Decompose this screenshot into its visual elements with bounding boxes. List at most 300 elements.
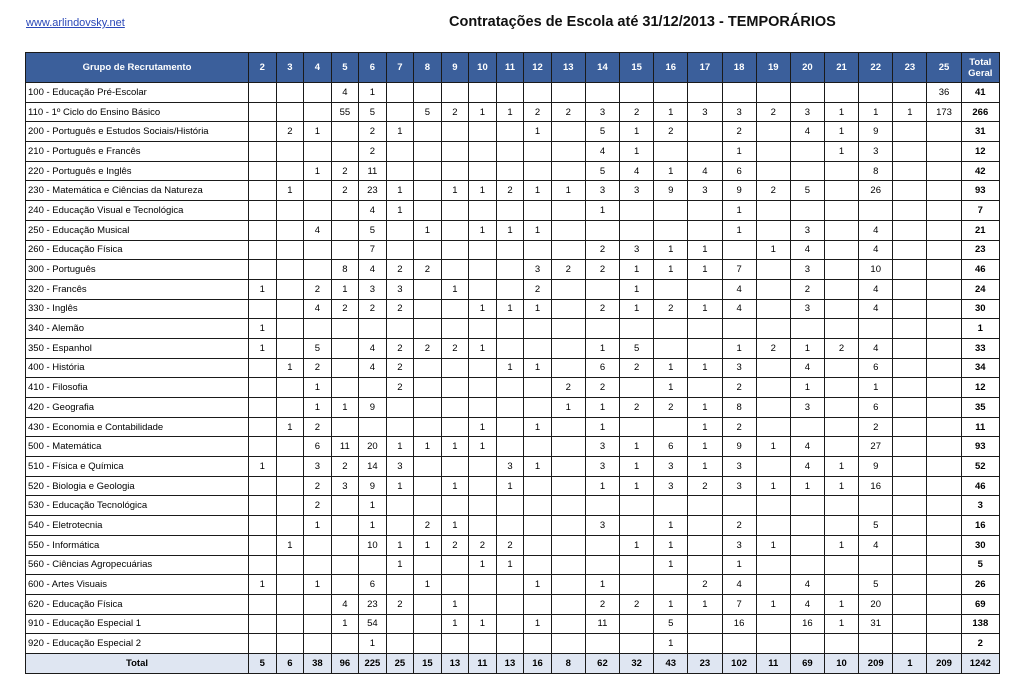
value-cell	[790, 319, 824, 339]
row-total-cell: 30	[961, 535, 999, 555]
value-cell: 54	[359, 614, 387, 634]
value-cell: 4	[722, 279, 756, 299]
value-cell	[276, 161, 304, 181]
value-cell: 8	[722, 398, 756, 418]
value-cell	[790, 161, 824, 181]
value-cell: 4	[790, 122, 824, 142]
value-cell: 2	[359, 299, 387, 319]
value-cell: 6	[585, 358, 619, 378]
value-cell: 2	[304, 358, 332, 378]
value-cell: 2	[359, 142, 387, 162]
value-cell: 1	[441, 437, 469, 457]
value-cell	[688, 614, 722, 634]
value-cell: 2	[756, 338, 790, 358]
value-cell	[756, 122, 790, 142]
value-cell	[551, 220, 585, 240]
value-cell	[441, 378, 469, 398]
value-cell: 1	[441, 279, 469, 299]
column-header-3: 3	[276, 53, 304, 83]
value-cell	[276, 516, 304, 536]
table-row	[26, 516, 1000, 536]
value-cell	[249, 476, 277, 496]
value-cell	[756, 220, 790, 240]
value-cell: 1	[654, 516, 688, 536]
value-cell: 2	[441, 338, 469, 358]
value-cell: 20	[359, 437, 387, 457]
row-total-cell: 69	[961, 594, 999, 614]
value-cell	[276, 476, 304, 496]
value-cell	[414, 201, 442, 221]
value-cell	[386, 417, 414, 437]
value-cell: 2	[414, 338, 442, 358]
value-cell	[756, 260, 790, 280]
value-cell: 5	[859, 575, 893, 595]
value-cell: 1	[654, 634, 688, 654]
value-cell	[585, 634, 619, 654]
value-cell	[620, 417, 654, 437]
value-cell	[551, 83, 585, 103]
value-cell	[414, 83, 442, 103]
value-cell: 1	[620, 142, 654, 162]
value-cell: 2	[688, 575, 722, 595]
value-cell	[688, 338, 722, 358]
table-row	[26, 122, 1000, 142]
value-cell	[441, 240, 469, 260]
value-cell	[386, 319, 414, 339]
value-cell	[524, 555, 552, 575]
column-total-cell: 6	[276, 653, 304, 673]
value-cell	[496, 122, 524, 142]
value-cell: 1	[722, 142, 756, 162]
value-cell: 2	[441, 102, 469, 122]
column-total-cell: 11	[469, 653, 497, 673]
value-cell: 3	[790, 299, 824, 319]
value-cell	[756, 634, 790, 654]
value-cell: 1	[824, 142, 858, 162]
recruitment-table	[25, 52, 1000, 674]
value-cell: 2	[551, 378, 585, 398]
value-cell	[824, 634, 858, 654]
value-cell: 1	[620, 279, 654, 299]
value-cell: 1	[859, 378, 893, 398]
column-header-6: 6	[359, 53, 387, 83]
value-cell	[893, 220, 927, 240]
value-cell	[331, 358, 359, 378]
column-total-cell: 209	[927, 653, 961, 673]
value-cell	[496, 319, 524, 339]
value-cell: 4	[859, 220, 893, 240]
value-cell	[496, 398, 524, 418]
value-cell	[496, 83, 524, 103]
value-cell: 1	[276, 181, 304, 201]
value-cell	[893, 378, 927, 398]
value-cell: 2	[585, 299, 619, 319]
value-cell	[249, 161, 277, 181]
column-total-cell: 16	[524, 653, 552, 673]
value-cell	[893, 516, 927, 536]
value-cell: 1	[688, 594, 722, 614]
column-header-11: 11	[496, 53, 524, 83]
value-cell: 5	[304, 338, 332, 358]
value-cell: 9	[722, 181, 756, 201]
value-cell: 5	[359, 220, 387, 240]
value-cell	[331, 555, 359, 575]
total-header-line2: Geral	[968, 67, 993, 79]
value-cell: 1	[469, 299, 497, 319]
value-cell: 1	[304, 161, 332, 181]
value-cell	[893, 358, 927, 378]
table-row	[26, 299, 1000, 319]
value-cell: 5	[790, 181, 824, 201]
value-cell	[331, 338, 359, 358]
value-cell	[551, 457, 585, 477]
value-cell	[441, 83, 469, 103]
value-cell: 5	[585, 161, 619, 181]
value-cell: 1	[386, 201, 414, 221]
value-cell: 1	[469, 614, 497, 634]
value-cell: 2	[551, 260, 585, 280]
total-row-label: Total	[26, 653, 249, 673]
value-cell	[893, 398, 927, 418]
value-cell	[551, 437, 585, 457]
value-cell	[249, 201, 277, 221]
value-cell: 1	[496, 299, 524, 319]
value-cell: 2	[359, 122, 387, 142]
value-cell: 1	[585, 575, 619, 595]
value-cell: 4	[331, 83, 359, 103]
table-row	[26, 161, 1000, 181]
group-cell: 240 - Educação Visual e Tecnológica	[26, 201, 249, 221]
value-cell	[824, 260, 858, 280]
value-cell	[722, 634, 756, 654]
value-cell	[824, 437, 858, 457]
group-cell: 220 - Português e Inglês	[26, 161, 249, 181]
value-cell	[414, 594, 442, 614]
value-cell	[688, 516, 722, 536]
value-cell: 1	[249, 338, 277, 358]
value-cell	[551, 240, 585, 260]
value-cell	[414, 161, 442, 181]
value-cell	[386, 575, 414, 595]
value-cell: 1	[304, 122, 332, 142]
value-cell	[551, 279, 585, 299]
value-cell: 1	[496, 102, 524, 122]
value-cell	[386, 220, 414, 240]
value-cell	[756, 299, 790, 319]
value-cell	[927, 142, 961, 162]
table-row	[26, 575, 1000, 595]
group-column-header: Grupo de Recrutamento	[26, 53, 249, 83]
value-cell	[585, 535, 619, 555]
value-cell	[469, 516, 497, 536]
value-cell	[441, 201, 469, 221]
value-cell	[249, 378, 277, 398]
site-link[interactable]: www.arlindovsky.net	[26, 17, 125, 29]
value-cell: 2	[304, 476, 332, 496]
value-cell	[469, 398, 497, 418]
value-cell: 2	[585, 594, 619, 614]
value-cell	[331, 496, 359, 516]
value-cell	[249, 555, 277, 575]
value-cell	[824, 279, 858, 299]
value-cell: 9	[359, 476, 387, 496]
column-header-19: 19	[756, 53, 790, 83]
value-cell: 1	[756, 476, 790, 496]
value-cell	[893, 457, 927, 477]
value-cell: 55	[331, 102, 359, 122]
group-cell: 340 - Alemão	[26, 319, 249, 339]
value-cell: 3	[620, 181, 654, 201]
value-cell: 1	[585, 398, 619, 418]
value-cell: 27	[859, 437, 893, 457]
value-cell	[893, 181, 927, 201]
value-cell: 4	[722, 575, 756, 595]
value-cell	[927, 279, 961, 299]
value-cell	[654, 417, 688, 437]
value-cell	[249, 417, 277, 437]
value-cell: 3	[585, 102, 619, 122]
value-cell	[756, 201, 790, 221]
value-cell: 1	[790, 338, 824, 358]
value-cell	[469, 634, 497, 654]
value-cell: 2	[620, 594, 654, 614]
value-cell: 1	[496, 476, 524, 496]
value-cell	[620, 220, 654, 240]
value-cell: 1	[620, 299, 654, 319]
value-cell	[469, 83, 497, 103]
value-cell	[927, 338, 961, 358]
value-cell: 2	[331, 457, 359, 477]
value-cell: 9	[359, 398, 387, 418]
value-cell: 1	[620, 122, 654, 142]
value-cell	[524, 516, 552, 536]
value-cell: 6	[859, 398, 893, 418]
value-cell	[331, 319, 359, 339]
value-cell: 1	[654, 594, 688, 614]
value-cell: 1	[441, 181, 469, 201]
value-cell	[620, 83, 654, 103]
value-cell	[524, 83, 552, 103]
value-cell	[620, 496, 654, 516]
value-cell	[620, 575, 654, 595]
value-cell	[331, 516, 359, 536]
table-footer	[26, 653, 1000, 673]
value-cell: 3	[859, 142, 893, 162]
group-cell: 200 - Português e Estudos Sociais/História	[26, 122, 249, 142]
value-cell	[585, 555, 619, 575]
value-cell: 7	[359, 240, 387, 260]
value-cell: 2	[524, 279, 552, 299]
value-cell	[824, 417, 858, 437]
value-cell	[331, 634, 359, 654]
value-cell: 1	[585, 338, 619, 358]
value-cell	[654, 575, 688, 595]
value-cell: 2	[331, 181, 359, 201]
value-cell: 1	[276, 535, 304, 555]
value-cell	[469, 240, 497, 260]
value-cell	[859, 555, 893, 575]
value-cell	[859, 634, 893, 654]
row-total-cell: 31	[961, 122, 999, 142]
value-cell	[469, 260, 497, 280]
value-cell	[304, 614, 332, 634]
column-header-7: 7	[386, 53, 414, 83]
value-cell: 1	[620, 260, 654, 280]
value-cell	[276, 83, 304, 103]
value-cell	[756, 614, 790, 634]
value-cell: 1	[790, 476, 824, 496]
value-cell: 3	[722, 457, 756, 477]
column-header-25: 25	[927, 53, 961, 83]
value-cell	[331, 201, 359, 221]
value-cell	[756, 496, 790, 516]
value-cell: 2	[496, 181, 524, 201]
value-cell	[893, 614, 927, 634]
row-total-cell: 23	[961, 240, 999, 260]
value-cell: 173	[927, 102, 961, 122]
value-cell: 1	[386, 122, 414, 142]
table-header	[26, 53, 1000, 83]
value-cell	[551, 319, 585, 339]
value-cell	[756, 279, 790, 299]
value-cell	[524, 240, 552, 260]
row-total-cell: 93	[961, 181, 999, 201]
value-cell	[790, 555, 824, 575]
group-cell: 210 - Português e Francês	[26, 142, 249, 162]
value-cell: 1	[496, 555, 524, 575]
value-cell	[249, 516, 277, 536]
table-row	[26, 417, 1000, 437]
value-cell	[441, 358, 469, 378]
value-cell: 11	[331, 437, 359, 457]
value-cell: 8	[331, 260, 359, 280]
value-cell	[756, 358, 790, 378]
column-header-20: 20	[790, 53, 824, 83]
value-cell: 1	[688, 417, 722, 437]
column-header-23: 23	[893, 53, 927, 83]
value-cell	[927, 358, 961, 378]
group-cell: 350 - Espanhol	[26, 338, 249, 358]
value-cell	[469, 319, 497, 339]
value-cell	[859, 83, 893, 103]
value-cell: 1	[441, 516, 469, 536]
value-cell	[859, 201, 893, 221]
row-total-cell: 11	[961, 417, 999, 437]
value-cell: 1	[620, 535, 654, 555]
value-cell: 3	[585, 437, 619, 457]
value-cell	[496, 614, 524, 634]
value-cell: 1	[524, 417, 552, 437]
value-cell	[620, 201, 654, 221]
column-header-21: 21	[824, 53, 858, 83]
value-cell: 10	[359, 535, 387, 555]
value-cell: 4	[790, 240, 824, 260]
value-cell	[276, 398, 304, 418]
value-cell	[414, 457, 442, 477]
value-cell	[824, 575, 858, 595]
value-cell: 3	[790, 260, 824, 280]
value-cell	[524, 535, 552, 555]
value-cell	[414, 496, 442, 516]
value-cell: 1	[331, 279, 359, 299]
value-cell: 1	[441, 594, 469, 614]
value-cell	[276, 279, 304, 299]
value-cell: 1	[654, 240, 688, 260]
value-cell	[276, 594, 304, 614]
value-cell	[441, 457, 469, 477]
column-total-cell: 1	[893, 653, 927, 673]
value-cell: 1	[756, 594, 790, 614]
table-row	[26, 476, 1000, 496]
value-cell	[824, 496, 858, 516]
value-cell	[414, 476, 442, 496]
row-total-cell: 24	[961, 279, 999, 299]
value-cell	[688, 634, 722, 654]
column-header-9: 9	[441, 53, 469, 83]
value-cell	[304, 555, 332, 575]
value-cell	[927, 476, 961, 496]
value-cell: 1	[585, 476, 619, 496]
value-cell: 2	[386, 358, 414, 378]
value-cell	[524, 476, 552, 496]
value-cell	[688, 122, 722, 142]
value-cell	[524, 398, 552, 418]
value-cell	[927, 535, 961, 555]
value-cell	[496, 575, 524, 595]
row-total-cell: 26	[961, 575, 999, 595]
value-cell	[249, 398, 277, 418]
value-cell: 3	[722, 358, 756, 378]
value-cell	[524, 594, 552, 614]
value-cell: 11	[359, 161, 387, 181]
value-cell	[790, 201, 824, 221]
value-cell	[927, 496, 961, 516]
value-cell: 3	[688, 102, 722, 122]
value-cell	[790, 634, 824, 654]
value-cell	[414, 240, 442, 260]
value-cell: 1	[654, 358, 688, 378]
value-cell: 5	[654, 614, 688, 634]
group-cell: 420 - Geografia	[26, 398, 249, 418]
value-cell	[585, 83, 619, 103]
value-cell	[386, 634, 414, 654]
row-total-cell: 12	[961, 378, 999, 398]
value-cell: 4	[359, 260, 387, 280]
value-cell: 4	[304, 299, 332, 319]
row-total-cell: 30	[961, 299, 999, 319]
value-cell: 20	[859, 594, 893, 614]
value-cell: 1	[524, 220, 552, 240]
group-cell: 510 - Física e Química	[26, 457, 249, 477]
table-row	[26, 378, 1000, 398]
value-cell	[551, 122, 585, 142]
value-cell	[927, 614, 961, 634]
value-cell	[496, 516, 524, 536]
value-cell	[620, 378, 654, 398]
value-cell	[304, 319, 332, 339]
value-cell: 1	[414, 220, 442, 240]
value-cell	[386, 161, 414, 181]
value-cell	[359, 319, 387, 339]
value-cell: 1	[304, 516, 332, 536]
value-cell: 6	[654, 437, 688, 457]
value-cell: 1	[756, 437, 790, 457]
row-total-cell: 266	[961, 102, 999, 122]
value-cell	[359, 417, 387, 437]
value-cell: 1	[331, 614, 359, 634]
value-cell	[386, 496, 414, 516]
value-cell	[927, 122, 961, 142]
